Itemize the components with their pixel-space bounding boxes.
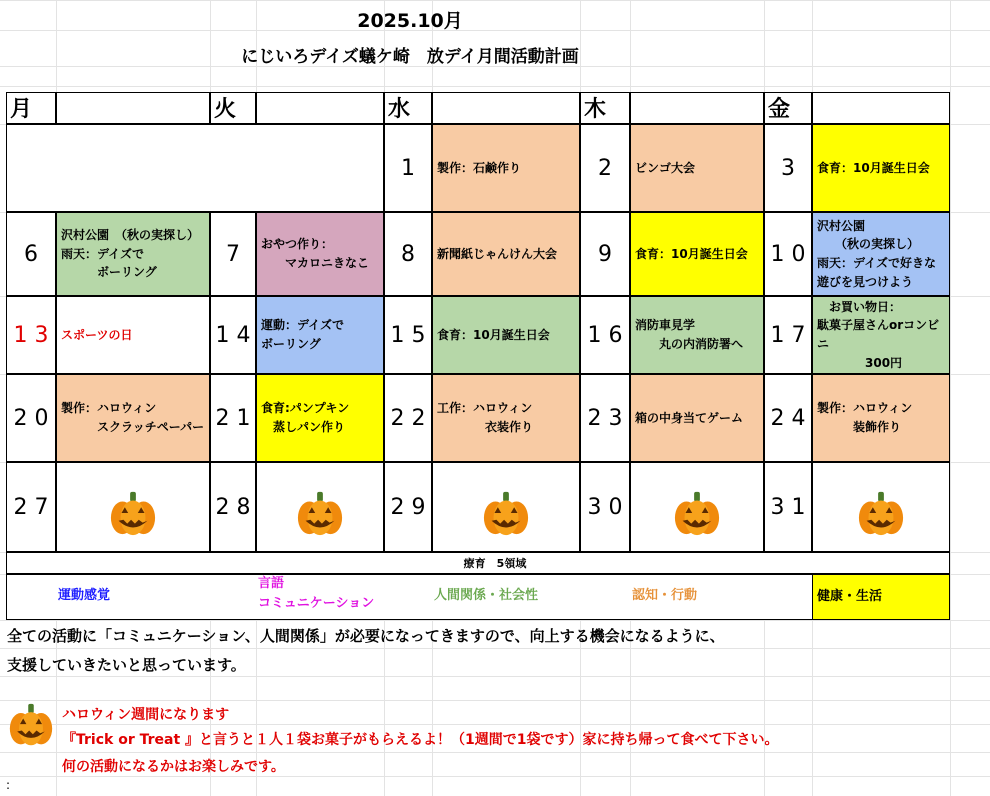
activity-cell: [256, 212, 384, 296]
activity-text: 箱の中身当てゲーム: [635, 410, 744, 425]
legend-item: 認知・行動: [632, 588, 698, 603]
activity-text: 食育：10月誕生日会: [437, 327, 550, 342]
pumpkin-icon: [296, 471, 344, 543]
day-number: 1 0: [764, 212, 812, 296]
day-number: 1 6: [580, 296, 630, 374]
day-number: 1 7: [764, 296, 812, 374]
activity-cell: [812, 296, 950, 374]
activity-cell: [630, 124, 764, 212]
day-number: 2 9: [384, 462, 432, 552]
note-line-2: 支援していきたいと思っています。: [7, 656, 246, 674]
weekday-header: 水: [384, 92, 432, 124]
activity-text: 製作：ハロウィン スクラッチペーパー: [61, 401, 205, 434]
footer-mark: :: [6, 778, 11, 792]
activity-cell: [812, 124, 950, 212]
legend-item: 健康・生活: [812, 574, 950, 620]
activity-text: 食育：10月誕生日会: [635, 246, 748, 261]
pumpkin-cell: [812, 462, 950, 552]
pumpkin-icon: [8, 702, 54, 748]
activity-text: 新聞紙じゃんけん大会: [437, 246, 558, 261]
weekday-header: 火: [210, 92, 256, 124]
activity-cell: [812, 212, 950, 296]
activity-cell: [56, 374, 210, 462]
weekday-header-spacer: [630, 92, 764, 124]
day-number: 7: [210, 212, 256, 296]
day-number: 1 3: [6, 296, 56, 374]
activity-cell: [432, 212, 580, 296]
activity-text: 消防車見学 丸の内消防署へ: [635, 318, 744, 351]
pumpkin-cell: [256, 462, 384, 552]
activity-cell: [630, 212, 764, 296]
activity-text: 沢村公園 （秋の実探し） 雨天：デイズで ボーリング: [61, 228, 200, 280]
day-number: 1 4: [210, 296, 256, 374]
activity-cell: [812, 374, 950, 462]
day-number: 3 0: [580, 462, 630, 552]
day-number: 6: [6, 212, 56, 296]
legend-item: 言語 コミュニケーション: [258, 576, 375, 611]
page-subtitle: にじいろデイズ蟻ケ崎 放デイ月間活動計画: [241, 47, 579, 67]
page-title: 2025.10月: [357, 10, 463, 32]
halloween-line-2: 『Trick or Treat 』と言うと１人１袋お菓子がもらえるよ！（1週間で1袋です）家に持ち帰って食べて下さい。: [62, 732, 779, 748]
note-line-1: 全ての活動に「コミュニケーション、人間関係」が必要になってきますので、向上する機会になるように、: [7, 627, 725, 645]
activity-text: 食育:パンプキン 蒸しパン作り: [261, 401, 350, 434]
weekday-header-spacer: [432, 92, 580, 124]
weekday-header: 月: [6, 92, 56, 124]
empty-days: [6, 124, 384, 212]
activity-cell: [256, 374, 384, 462]
activity-cell: [630, 374, 764, 462]
day-number: 2 7: [6, 462, 56, 552]
activity-cell: [432, 296, 580, 374]
activity-text: 工作：ハロウィン 衣装作り: [437, 401, 534, 434]
activity-text: 製作：石鹸作り: [437, 160, 522, 175]
activity-text: 運動：デイズで ボーリング: [261, 318, 345, 351]
activity-text: スポーツの日: [61, 327, 133, 342]
pumpkin-icon: [109, 471, 157, 543]
day-number: 2 4: [764, 374, 812, 462]
activity-cell: [256, 296, 384, 374]
activity-text: 沢村公園 （秋の実探し） 雨天：デイズで好きな 遊びを見つけよう: [817, 218, 937, 289]
day-number: 2 1: [210, 374, 256, 462]
activity-cell: [56, 212, 210, 296]
activity-cell: [432, 374, 580, 462]
pumpkin-cell: [432, 462, 580, 552]
weekday-header: 木: [580, 92, 630, 124]
activity-text: おやつ作り： マカロニきなこ: [261, 237, 370, 270]
pumpkin-cell: [630, 462, 764, 552]
day-number: 3: [764, 124, 812, 212]
weekday-header: 金: [764, 92, 812, 124]
pumpkin-icon: [857, 471, 905, 543]
legend-title: 療育 5領域: [463, 557, 527, 570]
day-number: 2: [580, 124, 630, 212]
day-number: 8: [384, 212, 432, 296]
day-number: 2 8: [210, 462, 256, 552]
activity-cell: [432, 124, 580, 212]
day-number: 1: [384, 124, 432, 212]
activity-text: 製作：ハロウィン 装飾作り: [817, 401, 913, 434]
day-number: 2 2: [384, 374, 432, 462]
weekday-header-spacer: [812, 92, 950, 124]
day-number: 2 3: [580, 374, 630, 462]
pumpkin-icon: [482, 471, 530, 543]
activity-text: お買い物日： 駄菓子屋さんorコンビニ 300円: [817, 299, 940, 370]
legend-item: 運動感覚: [58, 588, 111, 603]
halloween-line-3: 何の活動になるかはお楽しみです。: [62, 759, 285, 775]
activity-text: ビンゴ大会: [635, 160, 696, 175]
day-number: 9: [580, 212, 630, 296]
day-number: 2 0: [6, 374, 56, 462]
weekday-header-spacer: [256, 92, 384, 124]
legend-item: 人間関係・社会性: [434, 588, 539, 603]
day-number: 1 5: [384, 296, 432, 374]
activity-cell: [56, 296, 210, 374]
pumpkin-cell: [56, 462, 210, 552]
activity-text: 食育：10月誕生日会: [817, 160, 930, 175]
activity-cell: [630, 296, 764, 374]
halloween-line-1: ハロウィン週間になります: [62, 707, 230, 723]
day-number: 3 1: [764, 462, 812, 552]
weekday-header-spacer: [56, 92, 210, 124]
pumpkin-icon: [673, 471, 721, 543]
